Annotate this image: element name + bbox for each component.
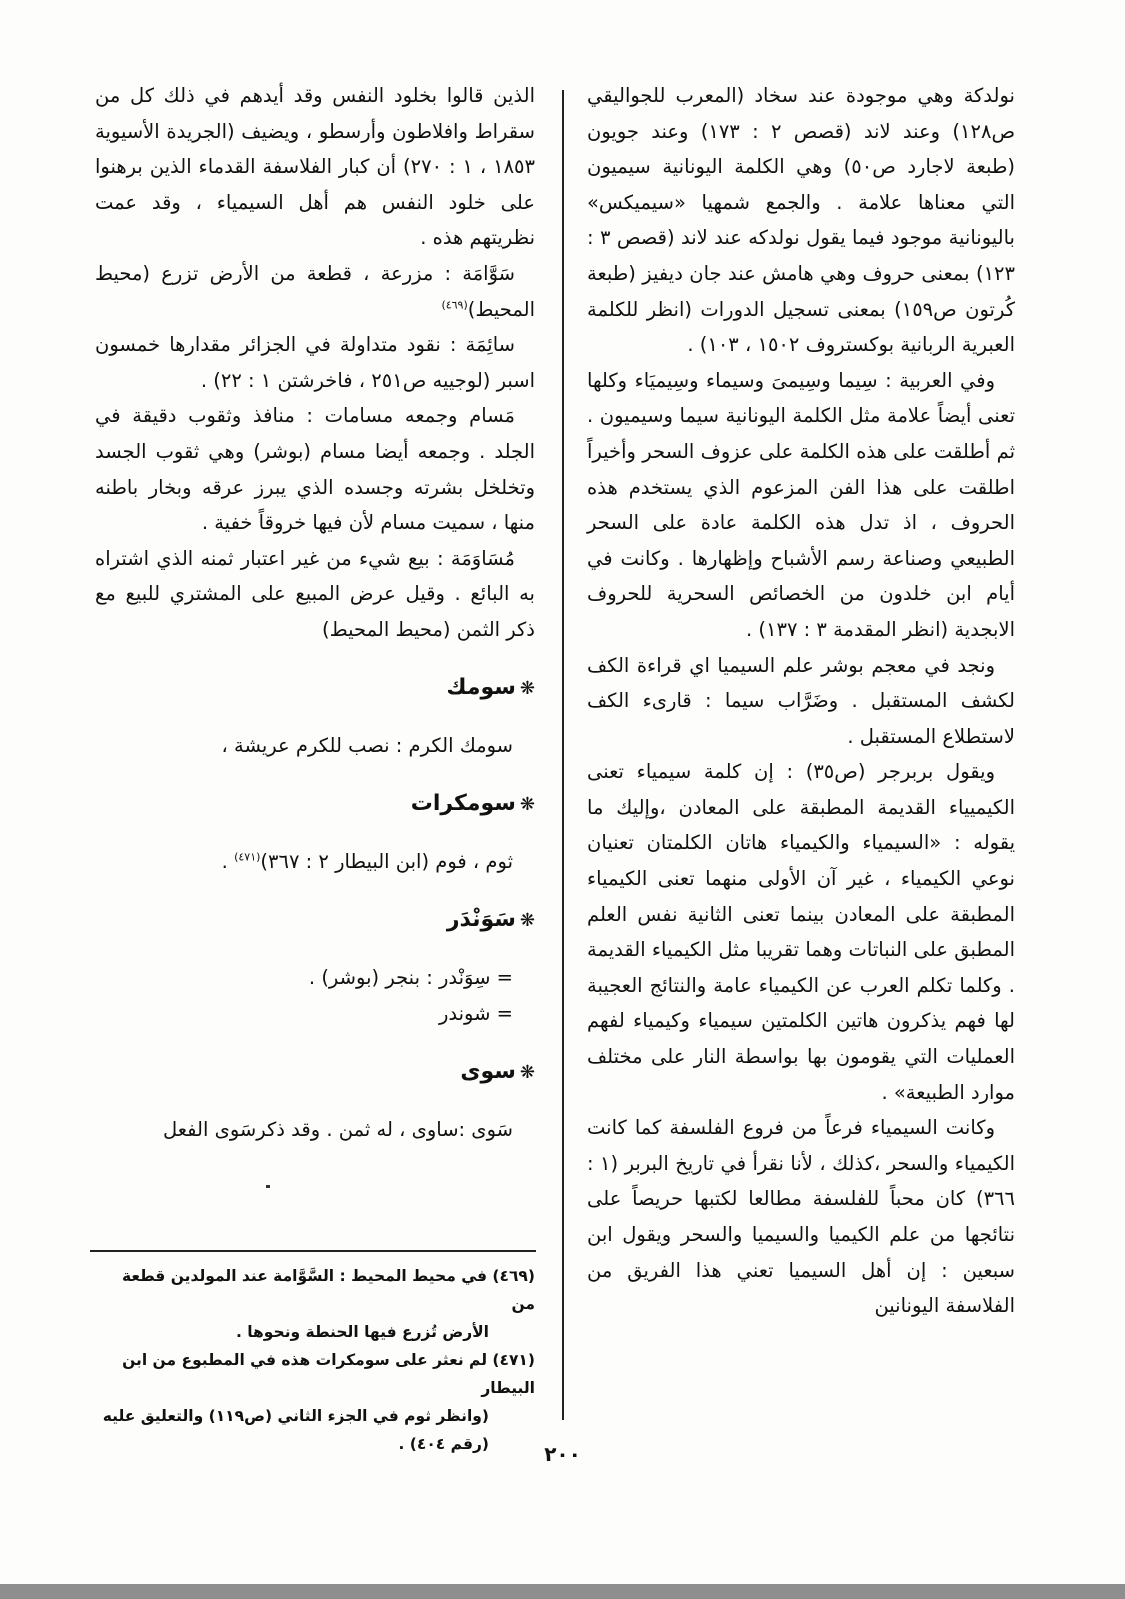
entry-text: ثوم ، فوم (ابن البيطار ٢ : ٣٦٧) <box>260 850 513 874</box>
asterism-icon: ❋ <box>519 677 535 699</box>
entry-heading-text: سَوَنْدَر <box>446 906 516 932</box>
footnotes <box>95 1262 535 1458</box>
entry-heading <box>95 786 535 823</box>
entry-heading-text: سومكرات <box>410 790 516 816</box>
entry-heading <box>95 902 535 939</box>
footnote-divider <box>90 1250 536 1252</box>
footnote-line: (وانظر ثوم في الجزء الثاني (ص١١٩) والتعليق عليه <box>102 1407 489 1425</box>
scan-edge <box>0 1584 1125 1599</box>
paragraph: مَسام وجمعه مسامات : منافذ وثقوب دقيقة في الجلد . وجمعه أيضا مسام (بوشر) وهي ثقوب الجسد وتخلخل بشرته وجسده الذي يبرز عرقه وبخار باطنه منها ، سميت مسام لأن فيها خروقاً خفية . <box>95 404 535 535</box>
footnote-line: (٤٧١) لم نعثر على سومكرات هذه في المطبوع من ابن البيطار <box>122 1351 535 1397</box>
asterism-icon: ❋ <box>519 1061 535 1083</box>
entry-heading-text: سوى <box>460 1058 516 1084</box>
left-column <box>95 78 535 1148</box>
entry-body: سَوى :ساوى ، له ثمن . وقد ذكرسَوى الفعل <box>162 1118 513 1142</box>
footnote-ref: (٤٧١) <box>234 850 261 864</box>
page-number: ٢٠٠ <box>544 1442 581 1466</box>
paragraph: نولدكة وهي موجودة عند سخاد (المعرب للجواليقي ص١٢٨) وعند لاند (قصص ٢ : ١٧٣) وعند جويون (طبعة لاجارد ص٥٠) وهي الكلمة اليونانية سيميون التي معناها علامة . والجمع شمهيا «سيميكس» باليونانية موجود فيما يقول نولدكه عند لاند (قصص ٣ : ١٢٣) بمعنى حروف وهي هامش عند جان ديفيز (طبعة كُرتون ص١٥٩) بمعنى تسجيل الدورات (انظر للكلمة العبرية الربانية بوكستروف ١٥٠٢ ، ١٠٣) . <box>587 84 1016 357</box>
asterism-icon: ❋ <box>519 793 535 815</box>
entry-body: = سِوَنْدر : بنجر (بوشر) . <box>308 966 513 990</box>
footnote-line: الأرض تُزرع فيها الحنطة ونحوها . <box>235 1323 489 1341</box>
asterism-icon: ❋ <box>519 909 535 931</box>
footnote-ref: (٤٦٩) <box>441 298 468 312</box>
entry-body <box>95 844 535 880</box>
paragraph: ونجد في معجم بوشر علم السيميا اي قراءة الكف لكشف المستقبل . وضَرَّاب سيما : قارىء الكف لاستطلاع المستقبل . <box>587 653 1015 748</box>
entry-heading <box>95 670 535 707</box>
entry-text: سَوَّامَة : مزرعة ، قطعة من الأرض تزرع (محيط المحيط) <box>95 261 535 321</box>
footnote-line: (رقم ٤٠٤) . <box>398 1435 489 1453</box>
paragraph: وكانت السيمياء فرعاً من فروع الفلسفة كما كانت الكيمياء والسحر ،كذلك ، لأنا نقرأ في تاريخ البربر (١ : ٣٦٦) كان محباً للفلسفة مطالعا لكتبها حريصاً على نتائجها من علم الكيميا والسيميا والسحر ويقول ابن سبعين : إن أهل السيميا تعني هذا الفريق من الفلاسفة اليونانين <box>587 1116 1015 1318</box>
paragraph: وفي العربية : سِيما وسِيمىَ وسيماء وسِيميَاء وكلها تعنى أيضاً علامة مثل الكلمة اليونانية سيما وسيميون . ثم أطلقت على هذه الكلمة على عزوف السحر وأخيراً اطلقت على هذا الفن المزعوم الذي يستخدم هذه الحروف ، اذ تدل هذه الكلمة عادة على السحر الطبيعي وصناعة رسم الأشباح وإظهارها . وكانت في أيام ابن خلدون من الخصائص السحرية للحروف الابجدية (انظر المقدمة ٣ : ١٣٧) . <box>587 368 1015 641</box>
print-speck <box>266 1185 270 1188</box>
right-column <box>587 78 1015 1324</box>
paragraph: الذين قالوا بخلود النفس وقد أيدهم في ذلك كل من سقراط وافلاطون وأرسطو ، ويضيف (الجريدة الأسيوية ١٨٥٣ ، ١ : ٢٧٠) أن كبار الفلاسفة القدماء الذين برهنوا على خلود النفس هم أهل السيمياء ، وقد عمت نظريتهم هذه . <box>95 84 536 250</box>
entry-text: . <box>221 850 235 874</box>
paragraph: سائِمَة : نقود متداولة في الجزائر مقدارها خمسون اسبر (لوجييه ص٢٥١ ، فاخرشتن ١ : ٢٢) . <box>95 333 535 392</box>
entry-body: سومك الكرم : نصب للكرم عريشة ، <box>221 734 513 758</box>
paragraph <box>95 256 535 327</box>
entry-heading-text: سومك <box>446 674 516 700</box>
paragraph: مُسَاوَمَة : بيع شيء من غير اعتبار ثمنه الذي اشتراه به البائع . وقيل عرض المبيع على المشتري للبيع مع ذكر الثمن (محيط المحيط) <box>95 546 535 641</box>
footnote-line: (٤٦٩) في محيط المحيط : السَّوَّامة عند المولدين قطعة من <box>121 1267 535 1313</box>
entry-heading <box>95 1054 535 1091</box>
paragraph: ويقول بربرجر (ص٣٥) : إن كلمة سيمياء تعنى الكيميياء القديمة المطبقة على المعادن ،وإليك ما يقوله : «السيمياء والكيمياء هاتان الكلمتان تعنيان نوعي الكيمياء ، غير آن الأولى منهما تعنى الكيمياء المطبقة على المعادن بينما تعنى الثانية نفس العلم المطبق على النباتات وهما تقريبا مثل الكيمياء القديمة . وكلما تكلم العرب عن الكيمياء عامة والنتائج العجيبة لها فهم يذكرون هاتين الكلمتين سيمياء وكيمياء لفهم العمليات التي يقومون بها بواسطة النار على مختلف موارد الطبيعة» . <box>587 760 1015 1104</box>
column-divider <box>562 90 564 1420</box>
entry-body: = شوندر <box>438 1002 513 1026</box>
